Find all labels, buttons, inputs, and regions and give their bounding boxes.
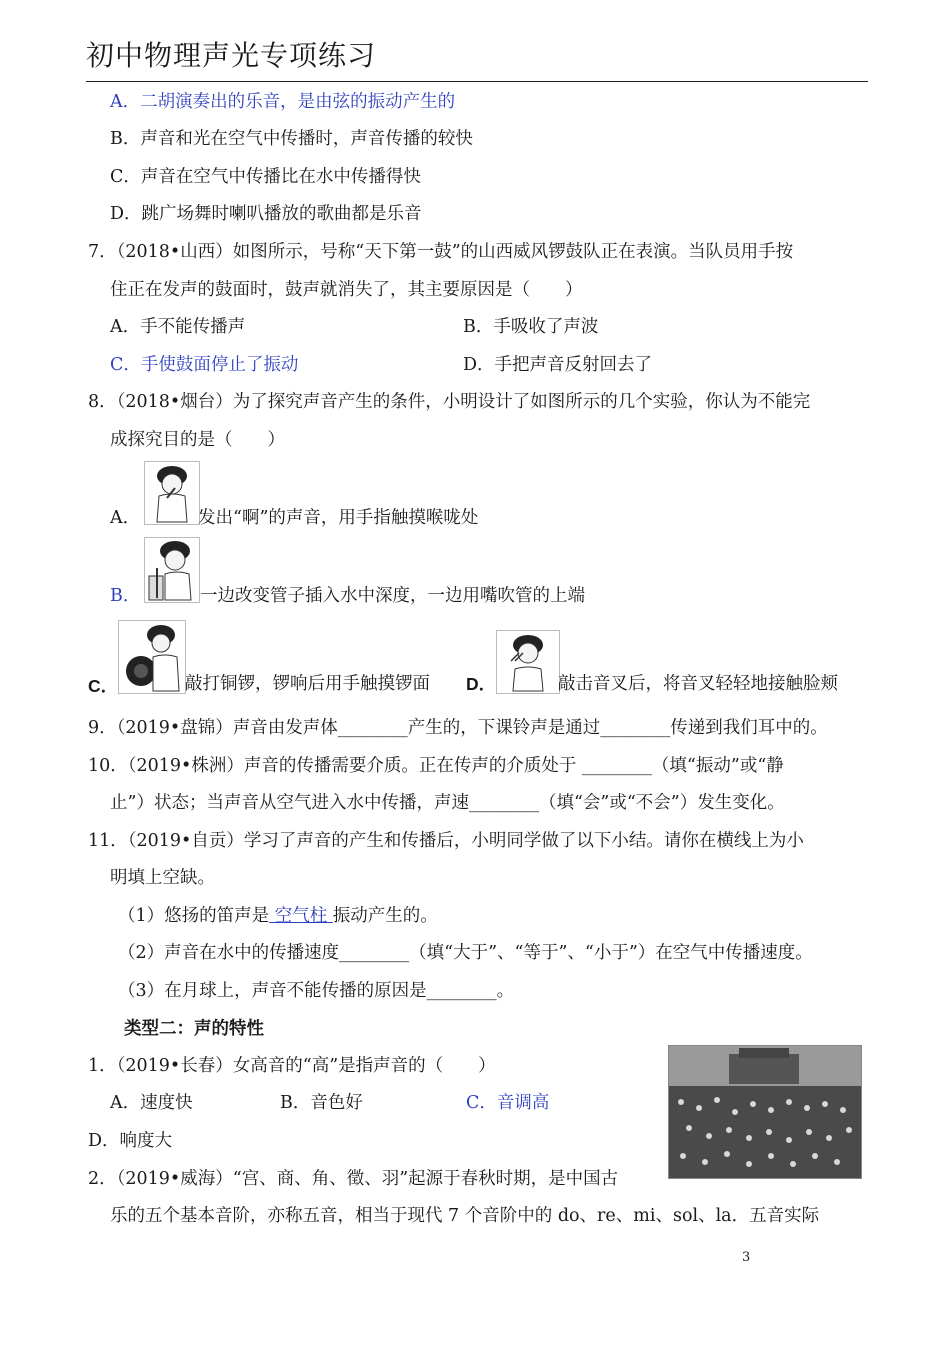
boy-throat-illustration	[144, 461, 200, 525]
header-divider	[86, 81, 868, 82]
q11-part1-suffix: 振动产生的。	[332, 906, 438, 926]
page-title: 初中物理声光专项练习	[86, 39, 377, 72]
q6-option-b: B．声音和光在空气中传播时，声音传播的较快	[110, 129, 473, 149]
q7-option-a: A．手不能传播声	[110, 317, 246, 337]
s2q1-option-a: A．速度快	[110, 1093, 193, 1113]
q8-option-b-text: 一边改变管子插入水中深度，一边用嘴吹管的上端	[200, 586, 585, 606]
boy-straw-water-illustration	[144, 537, 200, 603]
s2q1-option-b: B．音色好	[280, 1093, 363, 1113]
q11-part1	[118, 905, 438, 927]
s2q1-option-c: C．音调高	[466, 1093, 550, 1113]
q8-option-c-label: C．	[88, 676, 119, 696]
q6-option-c: C．声音在空气中传播比在水中传播得快	[110, 167, 421, 187]
s2q1-option-d: D．响度大	[88, 1131, 173, 1151]
section-heading: 类型二：声的特性	[124, 1018, 264, 1038]
q11-part1-answer: 空气柱	[269, 906, 333, 926]
q7-option-d: D．手把声音反射回去了	[463, 355, 653, 375]
q7-option-c: C．手使鼓面停止了振动	[110, 355, 299, 375]
q7-option-b: B．手吸收了声波	[463, 317, 599, 337]
q11-stem-line1: 11．（2019•自贡）学习了声音的产生和传播后，小明同学做了以下小结。请你在横线上为小	[88, 831, 804, 851]
q8-stem-line1: 8．（2018•烟台）为了探究声音产生的条件，小明设计了如图所示的几个实验，你认为不能完	[88, 392, 811, 412]
q10-stem-line1: 10．（2019•株洲）声音的传播需要介质。正在传声的介质处于 ________（填“振动”或“静	[88, 756, 784, 776]
q8-option-c-text: 敲打铜锣，锣响后用手触摸锣面	[185, 674, 430, 694]
q11-stem-line2: 明填上空缺。	[110, 868, 215, 888]
q11-part3: （3）在月球上，声音不能传播的原因是________。	[118, 981, 515, 1001]
s2q1-stem: 1．（2019•长春）女高音的“高”是指声音的（ ）	[88, 1056, 496, 1076]
q8-option-a-text: 发出“啊”的声音，用手指触摸喉咙处	[198, 508, 479, 528]
q6-option-a: A．二胡演奏出的乐音，是由弦的振动产生的	[110, 92, 456, 112]
q8-stem-line2: 成探究目的是（ ）	[110, 430, 285, 450]
q8-option-d-text: 敲击音叉后，将音叉轻轻地接触脸颊	[558, 674, 838, 694]
s2q2-stem-line1: 2．（2019•威海）“宫、商、角、徵、羽”起源于春秋时期，是中国古	[88, 1169, 619, 1189]
q10-stem-line2: 止”）状态；当声音从空气进入水中传播，声速________（填“会”或“不会”）发生变化。	[110, 793, 785, 813]
q11-part2: （2）声音在水中的传播速度________（填“大于”、“等于”、“小于”）在空气中传播速度。	[118, 943, 813, 963]
q9-stem: 9．（2019•盘锦）声音由发声体________产生的，下课铃声是通过________传递到我们耳中的。	[88, 718, 828, 738]
page-number: 3	[742, 1250, 751, 1265]
q8-option-b-label: B．	[110, 586, 141, 606]
q11-part1-prefix: （1）悠扬的笛声是	[118, 906, 270, 926]
q7-stem-line1: 7．（2018•山西）如图所示，号称“天下第一鼓”的山西威风锣鼓队正在表演。当队员用手按	[88, 242, 794, 262]
q8-option-a-label: A．	[110, 508, 141, 528]
q8-option-d-label: D．	[466, 674, 497, 694]
drum-troupe-photo	[668, 1045, 862, 1179]
boy-gong-illustration	[118, 620, 186, 694]
s2q2-stem-line2: 乐的五个基本音阶，亦称五音，相当于现代 7 个音阶中的 do、re、mi、sol、la．五音实际	[110, 1206, 820, 1226]
boy-tuning-fork-illustration	[496, 630, 560, 694]
q7-stem-line2: 住正在发声的鼓面时，鼓声就消失了，其主要原因是（ ）	[110, 280, 583, 300]
q6-option-d: D．跳广场舞时喇叭播放的歌曲都是乐音	[110, 204, 422, 224]
